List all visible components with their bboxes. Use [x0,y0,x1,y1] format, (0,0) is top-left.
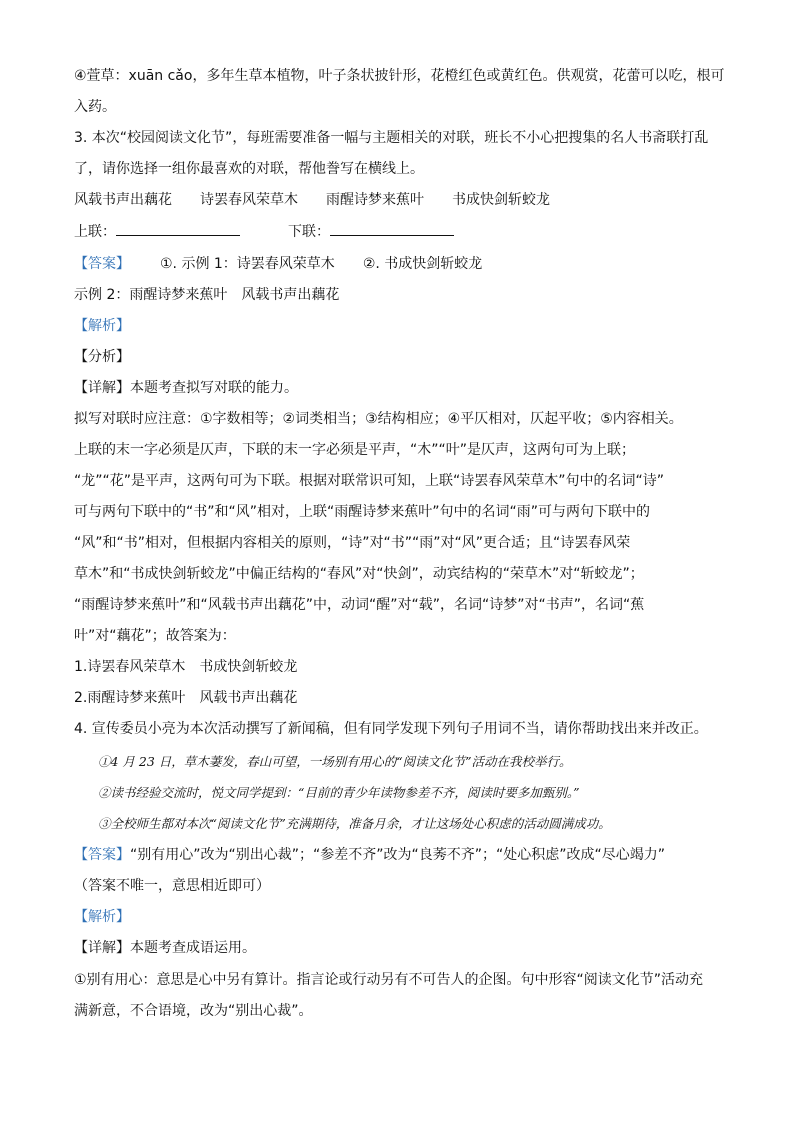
answer-text: “别有用心”改为“别出心裁”；“参差不齐”改为“良莠不齐”；“处心积虑”改成“尽心竭力” [130,847,666,863]
sentence-3: ③全校师生都对本次“阅读文化节”充满期待，准备月余，才让这场处心积虑的活动圆满成功。 [98,816,611,831]
detail-line: 【详解】本题考查成语运用。 [74,940,256,956]
answer-tag: 【答案】 [74,847,130,863]
analysis-tag: 【解析】 [74,318,130,334]
analysis-tag: 【解析】 [74,909,130,925]
text-line: 叶”对“藕花”；故答案为： [74,628,236,644]
couplet-option: 书成快剑斩蛟龙 [452,192,550,208]
answer-example-1-upper: ①. 示例 1：诗罢春风荣草木 [160,256,335,272]
answer-line [74,254,482,274]
couplet-options [74,190,550,210]
couplet-option: 雨醒诗梦来蕉叶 [326,192,424,208]
text-line: （答案不唯一，意思相近即可） [74,878,270,894]
upper-couplet-label: 上联： [74,224,116,240]
answer-item-2: 2.雨醒诗梦来蕉叶 风载书声出藕花 [74,690,298,706]
text-line: 拟写对联时应注意：①字数相等；②词类相当；③结构相应；④平仄相对，仄起平收；⑤内容相关。 [74,411,683,427]
question-4-stem: 4. 宣传委员小亮为本次活动撰写了新闻稿，但有同学发现下列句子用词不当，请你帮助找出来并改正。 [74,721,708,737]
text-line: 满新意，不合语境，改为“别出心裁”。 [74,1003,313,1019]
couplet-option: 风载书声出藕花 [74,192,172,208]
sentence-2: ②读书经验交流时，悦文同学提到：“目前的青少年读物参差不齐，阅读时要多加甄别。” [98,785,580,800]
couplet-option: 诗罢春风荣草木 [200,192,298,208]
text-line: 了，请你选择一组你最喜欢的对联，帮他誊写在横线上。 [74,161,424,177]
text-line: “风”和“书”相对，但根据内容相关的原则，“诗”对“书”“雨”对“风”更合适；且“诗罢春风荣 [74,535,631,551]
answer-item-1: 1.诗罢春风荣草木 书成快剑斩蛟龙 [74,659,298,675]
answer-blanks [74,221,454,242]
lower-couplet-blank [330,221,454,236]
detail-tag: 【详解】 [74,380,130,396]
text-line: 可与两句下联中的“书”和“风”相对，上联“雨醒诗梦来蕉叶”句中的名词“雨”可与两句下联中的 [74,504,651,520]
detail-tag: 【详解】 [74,940,130,956]
upper-couplet-blank [116,221,240,236]
text-line: 入药。 [74,99,116,115]
answer-example-1-lower: ②. 书成快剑斩蛟龙 [362,256,483,272]
text-line: 上联的末一字必须是仄声，下联的末一字必须是平声，“木”“叶”是仄声，这两句可为上联； [74,442,636,458]
text-line: 草木”和“书成快剑斩蛟龙”中偏正结构的“春风”对“快剑”，动宾结构的“荣草木”对“斩蛟龙”； [74,566,644,582]
fenxi-tag: 【分析】 [74,349,130,365]
answer-tag: 【答案】 [74,256,130,272]
answer-line-2 [74,845,665,865]
text-line: ④萱草：xuān cǎo，多年生草本植物，叶子条状披针形，花橙红色或黄红色。供观赏，花蕾可以吃，根可 [74,68,725,84]
text-line: “龙”“花”是平声，这两句可为下联。根据对联常识可知，上联“诗罢春风荣草木”句中的名词“诗” [74,473,665,489]
question-3-stem: 3. 本次“校园阅读文化节”，每班需要准备一幅与主题相关的对联，班长不小心把搜集的名人书斋联打乱 [74,130,709,146]
answer-example-2: 示例 2：雨醒诗梦来蕉叶 风载书声出藕花 [74,287,340,303]
lower-couplet-label: 下联： [288,224,330,240]
detail-line: 【详解】本题考查拟写对联的能力。 [74,380,298,396]
text-line: ①别有用心：意思是心中另有算计。指言论或行动另有不可告人的企图。句中形容“阅读文化节”活动充 [74,972,704,988]
sentence-1: ①4 月 23 日，草木萋发，春山可望，一场别有用心的“阅读文化节”活动在我校举行。 [98,754,572,769]
text-line: “雨醒诗梦来蕉叶”和“风载书声出藕花”中，动词“醒”对“载”，名词“诗梦”对“书声”，名词“蕉 [74,597,645,613]
